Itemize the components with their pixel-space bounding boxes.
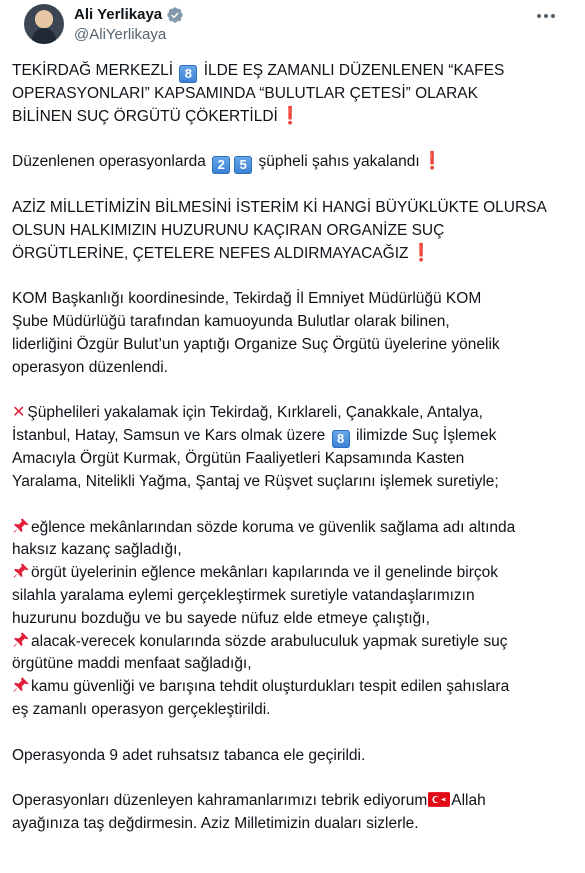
red-exclamation-icon: ❗ xyxy=(410,242,432,262)
paragraph-suspects: Düzenlenen operasyonlarda 2 5 şüpheli şahıs yakalandı ❗ xyxy=(12,151,443,173)
more-options-icon xyxy=(551,14,555,18)
keycap-digit-icon: 8 xyxy=(332,430,350,448)
avatar[interactable] xyxy=(24,4,64,44)
paragraph-headline: TEKİRDAĞ MERKEZLİ 8 İLDE EŞ ZAMANLI DÜZENLENEN “KAFES OPERASYONLARI” KAPSAMINDA “BULUTLAR ÇETESİ” OLARAK BİLİNEN SUÇ ÖRGÜTÜ ÇÖKERTİLDİ ❗ xyxy=(12,62,505,125)
more-options-icon xyxy=(544,14,548,18)
paragraph-warning: AZİZ MİLLETİMİZİN BİLMESİNİ İSTERİM Kİ HANGİ BÜYÜKLÜKTE OLURSA OLSUN HALKIMIZIN HUZURUNU KAÇIRAN ORGANİZE SUÇ ÖRGÜTLERİNE, ÇETELERE NEFES ALDIRMAYACAĞIZ ❗ xyxy=(12,199,547,262)
red-exclamation-icon: ❗ xyxy=(279,105,302,125)
more-options-button[interactable] xyxy=(531,6,561,26)
turkey-flag-icon xyxy=(428,792,450,807)
paragraph-coordination: KOM Başkanlığı koordinesinde, Tekirdağ İl Emniyet Müdürlüğü KOM Şube Müdürlüğü tarafından kamuoyunda Bulutlar olarak bilinen, liderliğini Özgür Bulut’un yaptığı Organize Suç Örgütü üyelerine yönelik operasyon düzenlendi. xyxy=(12,290,500,376)
keycap-digit-icon: 5 xyxy=(234,156,252,174)
paragraph-congratulations: Operasyonları düzenleyen kahramanlarımızı tebrik ediyorum Allah ayağınıza taş değdirmesin. Aziz Milletimizin duaları sizlerle. xyxy=(12,792,486,832)
tweet-text xyxy=(12,60,573,859)
pushpin-icon xyxy=(12,631,30,649)
red-exclamation-icon: ❗ xyxy=(421,151,443,171)
paragraph-charges: eğlence mekânlarından sözde koruma ve güvenlik sağlama adı altında haksız kazanç sağladığı, örgüt üyelerinin eğlence mekânları kapılarında ve il genelinde birçok silahla yaralama eylemi gerçekleştirmek suretiyle vatandaşlarımızın huzurunu bozduğu ve bu sayede nüfuz elde etmeye çalıştığı, alacak-verecek konularında sözde arabuluculuk yapmak suretiyle suç örgütüne maddi menfaat sağladığı, kamu güvenliği ve barışına tehdit oluşturdukları tespit edilen şahıslara eş zamanlı operasyon gerçekleştirildi. xyxy=(12,518,516,718)
tweet-header xyxy=(12,0,573,56)
more-options-icon xyxy=(537,14,541,18)
pushpin-icon xyxy=(12,676,30,694)
author-display-name[interactable]: Ali Yerlikaya xyxy=(74,6,163,23)
verified-badge-icon xyxy=(166,6,184,24)
keycap-digit-icon: 8 xyxy=(179,65,197,83)
pushpin-icon xyxy=(12,562,30,580)
paragraph-weapons: Operasyonda 9 adet ruhsatsız tabanca ele geçirildi. xyxy=(12,746,366,764)
author-info xyxy=(74,5,184,45)
pushpin-icon xyxy=(12,517,30,535)
cross-mark-icon: ✕ xyxy=(12,404,26,422)
author-handle[interactable]: @AliYerlikaya xyxy=(74,26,167,43)
keycap-digit-icon: 2 xyxy=(212,156,230,174)
name-row xyxy=(74,5,184,25)
paragraph-provinces: ✕ Şüphelileri yakalamak için Tekirdağ, Kırklareli, Çanakkale, Antalya, İstanbul, Hatay, Samsun ve Kars olmak üzere 8 ilimizde Suç İşlemek Amacıyla Örgüt Kurmak, Örgütün Faaliyetleri Kapsamında Kasten Yaralama, Nitelikli Yağma, Şantaj ve Rüşvet suçlarını işlemek suretiyle; xyxy=(12,404,499,490)
